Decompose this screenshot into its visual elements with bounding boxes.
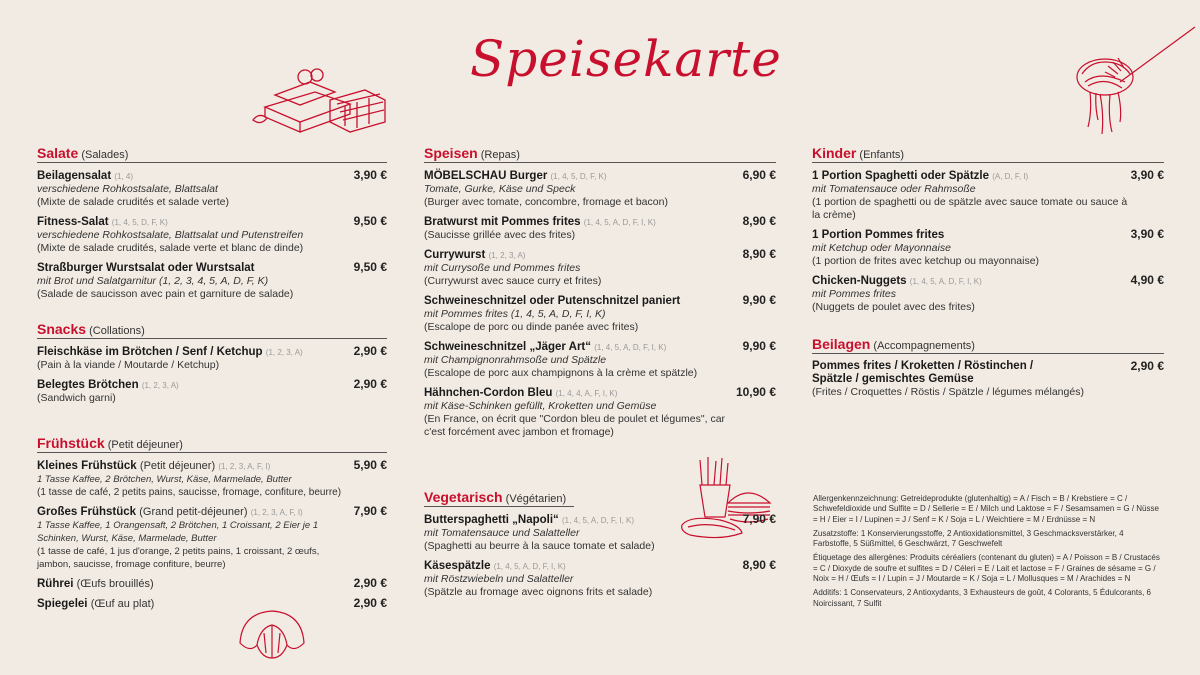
menu-item	[812, 360, 1164, 399]
item-name: MÖBELSCHAU Burger	[424, 170, 548, 182]
item-price: 9,90 €	[742, 339, 776, 353]
item-allergens: (1, 4, 5, A, D, F, I, K)	[909, 277, 982, 286]
menu-item	[424, 386, 776, 439]
item-allergens: (1, 4, 5, D, F, K)	[550, 172, 607, 181]
item-description: 1 Tasse Kaffee, 1 Orangensaft, 2 Brötchen, 1 Croissant, 2 Eier je 1 Schinken, Wurst, Käse, Marmelade, Butter	[37, 520, 319, 544]
menu-item	[37, 378, 387, 405]
item-name: Spiegelei	[37, 598, 88, 610]
item-allergens: (1, 2, 3, A)	[141, 381, 179, 390]
section-subtitle: (Enfants)	[859, 149, 905, 161]
item-translation: (Currywurst avec sauce curry et frites)	[424, 275, 602, 287]
section-vegetarisch	[424, 489, 776, 599]
allergen-notes	[813, 494, 1163, 613]
menu-item	[37, 215, 387, 255]
spaghetti-fork-illustration	[1060, 22, 1200, 137]
item-translation: (Spaghetti au beurre à la sauce tomate et salade)	[424, 540, 655, 552]
additives-note-de: Zusatzstoffe: 1 Konservierungsstoffe, 2 Antioxidationsmittel, 3 Geschmacksverstärker, 4 Farbstoffe, 5 Süßmittel, 6 Geschwärzt, 7 Geschwefelt	[813, 528, 1124, 549]
section-fruehstueck	[37, 435, 387, 611]
page-title: Speisekarte	[470, 30, 782, 88]
item-name-fr: (Grand petit-déjeuner)	[139, 506, 248, 518]
item-name: Schweineschnitzel oder Putenschnitzel paniert	[424, 295, 681, 307]
item-name: Beilagensalat	[37, 170, 112, 182]
item-price: 2,90 €	[353, 596, 387, 610]
item-translation: (En France, on écrit que "Cordon bleu de poulet et légumes", car c'est forcément avec jambon et fromage)	[424, 413, 726, 438]
allergen-note-fr: Étiquetage des allergènes: Produits céréaliers (contenant du gluten) = A / Poisson = B / Crustacés = C / Dioxyde de soufre et sulfites = D / Céleri = E / Lait et lactose = F / Graines de sésame = G / Noix = H / Œufs = I / Lupin = J / Moutarde = K / Soja = L / Mollusques = M / Arachides = N	[813, 553, 1160, 584]
menu-item	[812, 274, 1164, 314]
section-title: Frühstück	[37, 435, 105, 451]
item-price: 8,90 €	[742, 247, 776, 261]
item-name: Chicken-Nuggets	[812, 275, 907, 287]
item-allergens: (1, 2, 3, A, F, I)	[250, 508, 303, 517]
menu-item	[812, 169, 1164, 222]
menu-item	[424, 215, 776, 242]
item-description: mit Pommes frites	[812, 288, 897, 300]
item-description: mit Ketchup oder Mayonnaise	[812, 242, 951, 254]
item-description: mit Käse-Schinken gefüllt, Kroketten und Gemüse	[424, 400, 657, 412]
item-name-fr: (Petit déjeuner)	[139, 460, 216, 472]
menu-item	[37, 505, 387, 571]
item-description: mit Tomatensauce und Salatteller	[424, 527, 580, 539]
item-name: Hähnchen-Cordon Bleu	[424, 387, 553, 399]
item-name: Großes Frühstück	[37, 506, 137, 518]
menu-item	[424, 513, 776, 553]
section-salate	[37, 145, 387, 301]
menu-item	[424, 340, 776, 380]
item-translation: (Mixte de salade crudités, salade verte et blanc de dinde)	[37, 242, 304, 254]
item-price: 4,90 €	[1130, 273, 1164, 287]
item-name: Straßburger Wurstsalat oder Wurstsalat	[37, 262, 255, 274]
section-subtitle: (Végétarien)	[505, 493, 567, 505]
item-price: 2,90 €	[353, 576, 387, 590]
section-beilagen	[812, 336, 1164, 399]
item-translation: (1 portion de spaghetti ou de spätzle avec sauce tomate ou sauce à la crème)	[812, 196, 1128, 221]
additives-note-fr: Additifs: 1 Conservateurs, 2 Antioxydants, 3 Exhausteurs de goût, 4 Colorants, 5 Édulcorants, 6 Noircissant, 7 Sulfit	[813, 588, 1151, 608]
menu-column-left	[37, 145, 387, 629]
item-name-fr: (Œuf au plat)	[90, 598, 155, 610]
item-price: 7,90 €	[742, 512, 776, 526]
item-description: mit Tomatensauce oder Rahmsoße	[812, 183, 976, 195]
item-translation: (Frites / Croquettes / Röstis / Spätzle / légumes mélangés)	[812, 386, 1084, 398]
item-price: 10,90 €	[735, 385, 776, 399]
section-title: Kinder	[812, 145, 857, 161]
item-name: Belegtes Brötchen	[37, 379, 139, 391]
item-allergens: (1, 4, 4, A, F, I, K)	[555, 389, 618, 398]
item-allergens: (1, 4, 5, A, D, F, I, K)	[583, 218, 656, 227]
item-allergens: (1, 2, 3, A)	[488, 251, 526, 260]
section-speisen	[424, 145, 776, 439]
menu-item	[424, 248, 776, 288]
menu-item	[424, 294, 776, 334]
item-price: 7,90 €	[353, 504, 387, 518]
section-title: Beilagen	[812, 336, 871, 352]
item-allergens: (1, 4)	[114, 172, 134, 181]
item-price: 3,90 €	[1130, 168, 1164, 182]
menu-column-right	[812, 145, 1164, 417]
section-subtitle: (Collations)	[89, 325, 145, 337]
section-title: Vegetarisch	[424, 489, 503, 505]
item-allergens: (1, 2, 3, A)	[265, 348, 303, 357]
item-description: verschiedene Rohkostsalate, Blattsalat	[37, 183, 218, 195]
item-price: 8,90 €	[742, 558, 776, 572]
item-allergens: (1, 4, 5, D, F, K)	[111, 218, 168, 227]
item-name: 1 Portion Pommes frites	[812, 229, 945, 241]
menu-item	[37, 261, 387, 301]
item-translation: (Salade de saucisson avec pain et garniture de salade)	[37, 288, 294, 300]
item-description: verschiedene Rohkostsalate, Blattsalat und Putenstreifen	[37, 229, 304, 241]
item-name: Butterspaghetti „Napoli“	[424, 514, 559, 526]
item-translation: (Saucisse grillée avec des frites)	[424, 229, 576, 241]
item-translation: (1 tasse de café, 1 jus d'orange, 2 petits pains, 1 croissant, 2 œufs, jambon, saucisse, fromage confiture, beurre)	[37, 546, 320, 570]
item-name: Kleines Frühstück	[37, 460, 137, 472]
item-description: 1 Tasse Kaffee, 2 Brötchen, Wurst, Käse, Marmelade, Butter	[37, 474, 292, 485]
item-allergens: (1, 4, 5, A, D, F, I, K)	[594, 343, 667, 352]
item-name: Fleischkäse im Brötchen / Senf / Ketchup	[37, 346, 263, 358]
section-kinder	[812, 145, 1164, 314]
section-title: Speisen	[424, 145, 478, 161]
item-price: 9,90 €	[742, 293, 776, 307]
menu-item	[37, 459, 387, 499]
menu-item	[37, 169, 387, 209]
item-translation: (Spätzle au fromage avec oignons frits et salade)	[424, 586, 653, 598]
item-name-fr: (Œufs brouillés)	[76, 578, 154, 590]
section-subtitle: (Salades)	[81, 149, 129, 161]
menu-item	[424, 169, 776, 209]
item-description: mit Champignonrahmsoße und Spätzle	[424, 354, 607, 366]
section-snacks	[37, 321, 387, 405]
item-translation: (Burger avec tomate, concombre, fromage et bacon)	[424, 196, 668, 208]
item-translation: (1 portion de frites avec ketchup ou mayonnaise)	[812, 255, 1040, 267]
item-translation: (Mixte de salade crudités et salade verte)	[37, 196, 230, 208]
item-allergens: (1, 4, 5, A, D, F, I, K)	[493, 562, 566, 571]
item-price: 5,90 €	[353, 458, 387, 472]
item-allergens: (1, 4, 5, A, D, F, I, K)	[562, 516, 635, 525]
item-description: mit Currysoße und Pommes frites	[424, 262, 581, 274]
item-price: 3,90 €	[353, 168, 387, 182]
item-price: 6,90 €	[742, 168, 776, 182]
item-description: mit Pommes frites (1, 4, 5, A, D, F, I, K)	[424, 308, 606, 320]
item-price: 2,90 €	[353, 344, 387, 358]
section-subtitle: (Repas)	[480, 149, 520, 161]
item-name: Currywurst	[424, 249, 486, 261]
item-price: 8,90 €	[742, 214, 776, 228]
item-name: Schweineschnitzel „Jäger Art“	[424, 341, 592, 353]
section-title: Snacks	[37, 321, 87, 337]
item-name: 1 Portion Spaghetti oder Spätzle	[812, 170, 989, 182]
section-subtitle: (Petit déjeuner)	[107, 439, 183, 451]
menu-column-middle	[424, 145, 776, 617]
item-price: 2,90 €	[1130, 359, 1164, 373]
section-subtitle: (Accompagnements)	[873, 340, 975, 352]
item-translation: (Sandwich garni)	[37, 392, 116, 404]
item-allergens: (A, D, F, I)	[992, 172, 1029, 181]
item-translation: (Escalope de porc aux champignons à la crème et spätzle)	[424, 367, 698, 379]
item-translation: (Nuggets de poulet avec des frites)	[812, 301, 975, 313]
item-price: 9,50 €	[353, 260, 387, 274]
item-price: 9,50 €	[353, 214, 387, 228]
item-translation: (Pain à la viande / Moutarde / Ketchup)	[37, 359, 220, 371]
item-name: Fitness-Salat	[37, 216, 109, 228]
section-title: Salate	[37, 145, 79, 161]
allergen-note-de: Allergenkennzeichnung: Getreideprodukte (glutenhaltig) = A / Fisch = B / Krebstiere = C / Schwefeldioxide und Sulfite = D / Sellerie = E / Milch und Laktose = F / Sesamsamen = G / Nüsse = H / Eier = I / Lupinen = J / Senf = K / Soja = L / Weichtiere = M / Erdnüsse = N	[813, 494, 1159, 524]
item-name: Bratwurst mit Pommes frites	[424, 216, 581, 228]
item-name: Käsespätzle	[424, 560, 491, 572]
waffle-dessert-illustration	[245, 62, 390, 137]
item-name: Rührei	[37, 578, 74, 590]
item-price: 2,90 €	[353, 377, 387, 391]
item-description: mit Röstzwiebeln und Salatteller	[424, 573, 574, 585]
menu-item	[37, 597, 387, 611]
item-price: 3,90 €	[1130, 227, 1164, 241]
item-allergens: (1, 2, 3, A, F, I)	[218, 462, 271, 471]
item-translation: (Escalope de porc ou dinde panée avec frites)	[424, 321, 639, 333]
item-description: Tomate, Gurke, Käse und Speck	[424, 183, 576, 195]
menu-item	[37, 345, 387, 372]
menu-item	[37, 577, 387, 591]
item-translation: (1 tasse de café, 2 petits pains, saucisse, fromage, confiture, beurre)	[37, 487, 342, 498]
menu-item	[424, 559, 776, 599]
item-name: Pommes frites / Kroketten / Röstinchen / Spätzle / gemischtes Gemüse	[812, 360, 1034, 385]
menu-item	[812, 228, 1164, 268]
item-description: mit Brot und Salatgarnitur (1, 2, 3, 4, 5, A, D, F, K)	[37, 275, 269, 287]
